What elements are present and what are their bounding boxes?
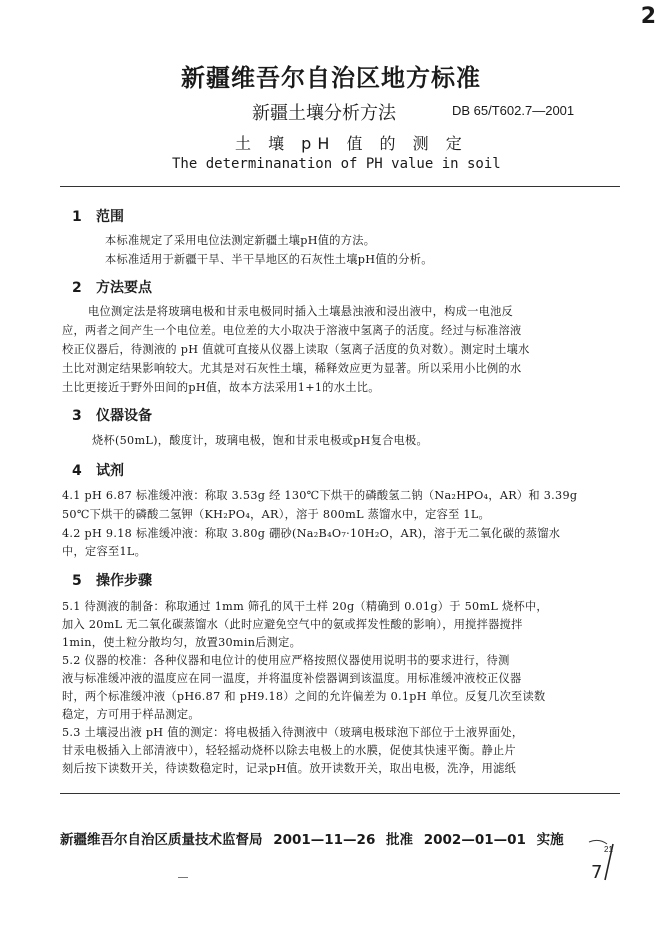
section-5-heading: 5 操作步骤 (72, 573, 152, 589)
footer-approval: 新疆维吾尔自治区质量技术监督局 2001—11—26 批准 2002—01—01 实施 (60, 832, 564, 848)
section-2-line: 校正仪器后，待测液的 pH 值就可直接从仪器上读取（氢离子活度的负对数）。测定时土壤水 (62, 343, 530, 356)
section-4-line: 50℃下烘干的磷酸二氢钾（KH₂PO₄，AR），溶于 800mL 蒸馏水中，定容至 1L。 (62, 508, 491, 521)
section-3-line: 烧杯(50mL)，酸度计，玻璃电极，饱和甘汞电极或pH复合电极。 (92, 434, 429, 447)
section-5-line: 5.3 土壤浸出液 pH 值的测定：将电极插入待测液中（玻璃电极球泡下部位于土液界面处， (62, 726, 524, 739)
section-5-line: 甘汞电极插入上部清液中），轻轻摇动烧杯以除去电极上的水膜，促使其快速平衡。静止片 (62, 744, 516, 757)
standard-title: 新疆维吾尔自治区地方标准 (181, 64, 481, 92)
page-corner-handwriting (585, 836, 625, 884)
section-1-line: 本标准适用于新疆干旱、半干旱地区的石灰性土壤pH值的分析。 (105, 253, 433, 266)
section-5-line: 稳定，方可用于样品测定。 (62, 708, 200, 721)
page-number: 21 (604, 845, 613, 854)
section-5-line: 加入 20mL 无二氧化碳蒸馏水（此时应避免空气中的氨或挥发性酸的影响），用搅拌器搅拌 (62, 618, 523, 631)
handwritten-page-mark: 7 (591, 862, 603, 883)
section-1-line: 本标准规定了采用电位法测定新疆土壤pH值的方法。 (105, 234, 376, 247)
section-4-heading: 4 试剂 (72, 463, 124, 479)
section-2-heading: 2 方法要点 (72, 280, 152, 296)
section-3-heading: 3 仪器设备 (72, 408, 152, 424)
section-5-line: 1min，使土粒分散均匀，放置30min后测定。 (62, 636, 302, 649)
section-2-line: 应，两者之间产生一个电位差。电位差的大小取决于溶液中氢离子的活度。经过与标准溶液 (62, 324, 522, 337)
corner-mark: 2 (640, 4, 656, 29)
section-5-line: 5.1 待测液的制备：称取通过 1mm 筛孔的风干土样 20g（精确到 0.01g）于 50mL 烧杯中， (62, 600, 548, 613)
section-2-line: 土比对测定结果影响较大。尤其是对石灰性土壤，稀释效应更为显著。所以采用小比例的水 (62, 362, 522, 375)
header-rule (60, 186, 620, 187)
footer-rule (60, 793, 620, 794)
section-2-line: 电位测定法是将玻璃电极和甘汞电极同时插入土壤悬浊液和浸出液中，构成一电池反 (88, 305, 514, 318)
section-5-line: 时，两个标准缓冲液（pH6.87 和 pH9.18）之间的允许偏差为 0.1pH 单位。反复几次至读数 (62, 690, 546, 703)
section-5-line: 5.2 仪器的校准：各种仪器和电位计的使用应严格按照仪器使用说明书的要求进行，待测 (62, 654, 510, 667)
section-4-line: 4.1 pH 6.87 标准缓冲液：称取 3.53g 经 130℃下烘干的磷酸氢二钠（Na₂HPO₄，AR）和 3.39g (62, 489, 578, 502)
method-title-en: The determinanation of PH value in soil (172, 156, 501, 172)
standard-subtitle: 新疆土壤分析方法 (252, 103, 396, 124)
method-title-cn: 土 壤 pH 值 的 测 定 (235, 134, 468, 153)
standard-number: DB 65/T602.7—2001 (452, 103, 575, 118)
section-5-line: 刻后按下读数开关，待读数稳定时，记录pH值。放开读数开关，取出电极，洗净，用滤纸 (62, 762, 517, 775)
section-4-line: 4.2 pH 9.18 标准缓冲液：称取 3.80g 硼砂(Na₂B₄O₇·10H₂O，AR)，溶于无二氧化碳的蒸馏水 (62, 527, 561, 540)
section-1-heading: 1 范围 (72, 209, 124, 225)
section-2-line: 土比更接近于野外田间的pH值，故本方法采用1+1的水土比。 (62, 381, 380, 394)
section-4-line: 中，定容至1L。 (62, 545, 147, 558)
section-5-line: 液与标准缓冲液的温度应在同一温度，并将温度补偿器调到该温度。用标准缓冲液校正仪器 (62, 672, 522, 685)
scan-mark (178, 877, 188, 878)
